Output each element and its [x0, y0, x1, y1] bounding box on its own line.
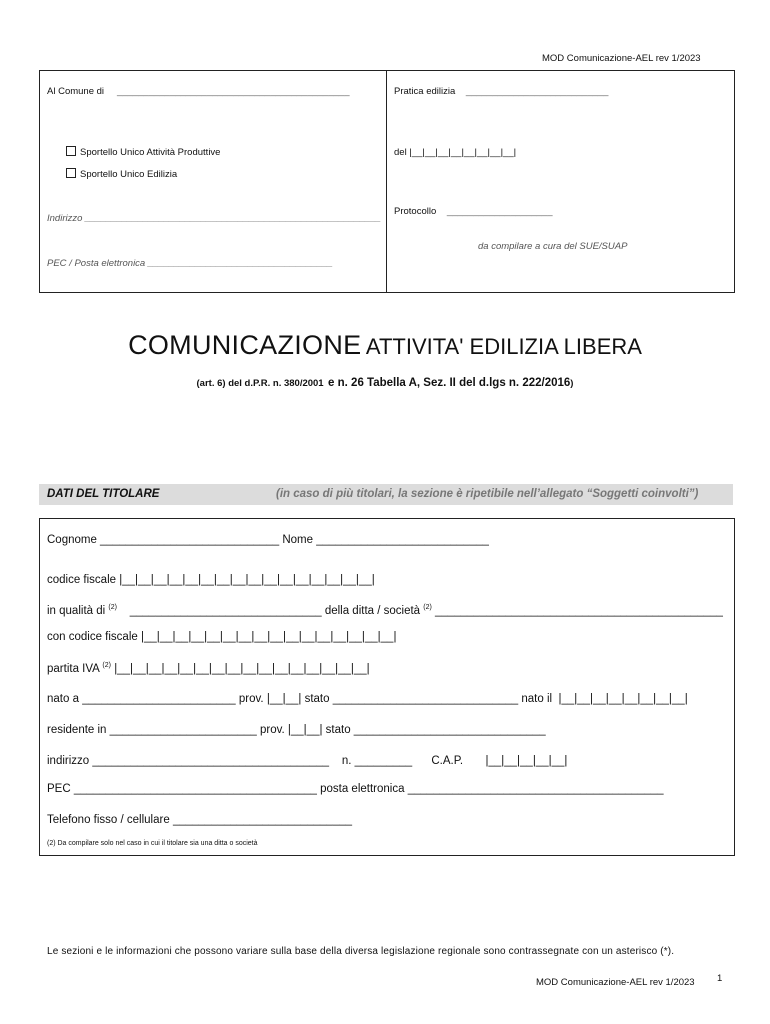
piva-row: partita IVA $^{(2)}$ |__|__|__|__|__|__|__|__|__|__|__|__|__|__|__|__| — [47, 662, 370, 675]
comune-label: Al Comune di — [47, 86, 105, 97]
del-date-field[interactable]: |__|__|__|__|__|__|__|__| — [409, 147, 517, 158]
civico-field[interactable]: _________ — [354, 755, 413, 767]
codice-fiscale-field[interactable]: |__|__|__|__|__|__|__|__|__|__|__|__|__|__|__|__| — [119, 574, 375, 586]
pratica-field[interactable]: ___________________________ — [465, 86, 609, 97]
sportello-sue-option[interactable] — [66, 168, 177, 180]
codice-fiscale-row: codice fiscale |__|__|__|__|__|__|__|__|__|__|__|__|__|__|__|__| — [47, 574, 375, 586]
page-title: COMUNICAZIONE ATTIVITA' EDILIZIA LIBERA — [128, 330, 642, 360]
residente-field[interactable]: _______________________ — [109, 724, 257, 736]
nato-a-field[interactable]: ________________________ — [82, 693, 236, 705]
telefono-field[interactable]: ____________________________ — [172, 814, 353, 826]
page-subtitle: (art. 6) del d.P.R. n. 380/2001 e n. 26 Tabella A, Sez. II del d.lgs n. 222/2016) — [196, 377, 574, 389]
indirizzo-titolare-field[interactable]: _____________________________________ — [92, 755, 330, 767]
qualita-field[interactable]: ______________________________ — [129, 604, 322, 617]
telefono-row: Telefono fisso / cellulare ____________________________ — [47, 814, 353, 826]
cf-ditta-row: con codice fiscale |__|__|__|__|__|__|__|__|__|__|__|__|__|__|__|__| — [47, 631, 397, 643]
pec-field[interactable]: ___________________________________ — [147, 258, 333, 269]
prov-nascita-field[interactable]: |__|__| — [266, 693, 302, 705]
protocollo-row: Protocollo ____________________ — [394, 206, 553, 217]
office-box-divider — [386, 70, 387, 293]
section-title: DATI DEL TITOLARE — [47, 488, 160, 500]
checkbox-icon[interactable] — [66, 146, 76, 156]
pratica-label: Pratica edilizia ___________________________ — [394, 86, 609, 97]
cf-ditta-field[interactable]: |__|__|__|__|__|__|__|__|__|__|__|__|__|__|__|__| — [140, 631, 397, 643]
residenza-row: residente in _______________________ prov. |__|__| stato ______________________________ — [47, 724, 546, 736]
ditta-field[interactable]: _____________________________________________ — [435, 604, 723, 617]
footer-note: Le sezioni e le informazioni che possono variare sulla base della diversa legislazione regionale sono contrassegnate con un asterisco (*). — [47, 946, 675, 957]
checkbox-icon[interactable] — [66, 168, 76, 178]
titolare-box — [39, 518, 735, 856]
cap-field[interactable]: |__|__|__|__|__| — [485, 755, 568, 767]
office-note: da compilare a cura del SUE/SUAP — [478, 241, 628, 252]
pec-label: PEC / Posta elettronica ___________________________________ — [47, 258, 333, 269]
posta-elettronica-field[interactable]: ________________________________________ — [407, 783, 664, 795]
page-number: 1 — [717, 973, 723, 984]
form-reference: MOD Comunicazione-AEL rev 1/2023 — [542, 53, 701, 64]
pec-titolare-row: PEC ______________________________________ posta elettronica ________________________________________ — [47, 783, 664, 795]
protocollo-field[interactable]: ____________________ — [446, 206, 553, 217]
footer-reference: MOD Comunicazione-AEL rev 1/2023 — [536, 977, 695, 988]
indirizzo-row: indirizzo _____________________________________ n. _________ C.A.P. |__|__|__|__|__| — [47, 755, 568, 767]
sportello-suap-option[interactable] — [66, 146, 220, 158]
comune-field[interactable]: ____________________________________________ — [117, 86, 350, 97]
stato-nascita-field[interactable]: _____________________________ — [332, 693, 519, 705]
cognome-nome-field[interactable]: Cognome ____________________________ Nome ___________________________ — [47, 534, 489, 546]
qualita-row: in qualità di $^{(2)}$ ______________________________ della ditta / società $^{(2)}$ _____________________________________________ — [47, 604, 723, 617]
stato-residenza-field[interactable]: ______________________________ — [353, 724, 546, 736]
sportello-suap-label: Sportello Unico Attività Produttive — [80, 147, 221, 158]
nato-il-field[interactable]: |__|__|__|__|__|__|__|__| — [558, 693, 688, 705]
prov-residenza-field[interactable]: |__|__| — [287, 724, 323, 736]
indirizzo-field[interactable]: ________________________________________________________ — [85, 213, 381, 224]
piva-field[interactable]: |__|__|__|__|__|__|__|__|__|__|__|__|__|__|__|__| — [114, 662, 370, 675]
indirizzo-label: Indirizzo ________________________________________________________ — [47, 213, 381, 224]
sportello-sue-label: Sportello Unico Edilizia — [80, 169, 178, 180]
pec-titolare-field[interactable]: ______________________________________ — [73, 783, 317, 795]
nascita-row: nato a ________________________ prov. |__|__| stato _____________________________ nato il |__|__|__|__|__|__|__|__| — [47, 693, 688, 705]
footnote: (2) Da compilare solo nel caso in cui il titolare sia una ditta o società — [47, 840, 258, 847]
section-note: (in caso di più titolari, la sezione è ripetibile nell’allegato “Soggetti coinvolti”) — [276, 488, 699, 500]
del-date-row: del |__|__|__|__|__|__|__|__| — [394, 147, 517, 158]
